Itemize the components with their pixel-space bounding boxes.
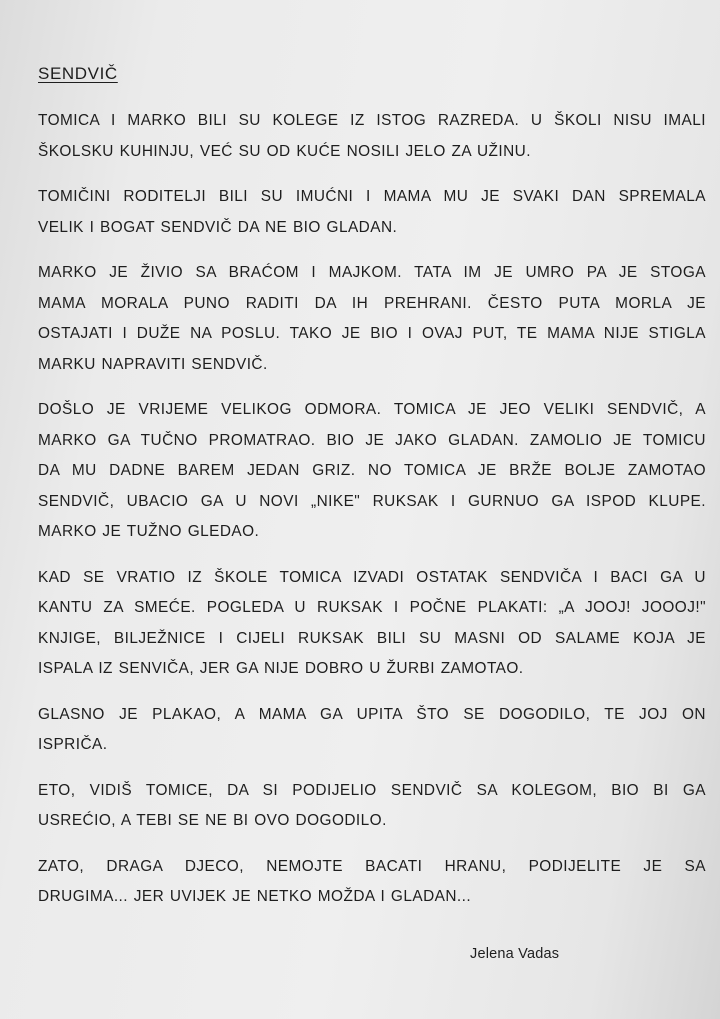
paragraph-line: GLASNO JE PLAKAO, A MAMA GA UPITA ŠTO SE DOGODILO, TE JOJ ON bbox=[38, 705, 706, 723]
paragraph bbox=[38, 182, 706, 243]
paragraph-line: MARKO GA TUČNO PROMATRAO. BIO JE JAKO GLADAN. ZAMOLIO JE TOMICU bbox=[38, 431, 706, 449]
paragraph-line: ZATO, DRAGA DJECO, NEMOJTE BACATI HRANU, PODIJELITE JE SA bbox=[38, 857, 706, 875]
paragraph-line: ŠKOLSKU KUHINJU, VEĆ SU OD KUĆE NOSILI JELO ZA UŽINU. bbox=[38, 142, 531, 160]
paragraph bbox=[38, 395, 706, 548]
paragraph-line: KNJIGE, BILJEŽNICE I CIJELI RUKSAK BILI SU MASNI OD SALAME KOJA JE bbox=[38, 629, 706, 647]
author-signature: Jelena Vadas bbox=[470, 946, 560, 962]
paragraph bbox=[38, 563, 706, 685]
paragraph bbox=[38, 106, 706, 167]
paragraph-line: TOMICA I MARKO BILI SU KOLEGE IZ ISTOG RAZREDA. U ŠKOLI NISU IMALI bbox=[38, 112, 706, 129]
paragraph-line: MAMA MORALA PUNO RADITI DA IH PREHRANI. ČESTO PUTA MORLA JE bbox=[38, 294, 706, 312]
document-title: SENDVIČ bbox=[38, 64, 118, 83]
paragraph-line: KANTU ZA SMEĆE. POGLEDA U RUKSAK I POČNE PLAKATI: „A JOOJ! JOOOJ!" bbox=[38, 599, 706, 616]
paragraph-line: ISPRIČA. bbox=[38, 736, 108, 753]
paragraph-line: MARKU NAPRAVITI SENDVIČ. bbox=[38, 355, 268, 373]
document-body bbox=[38, 106, 706, 913]
paragraph bbox=[38, 258, 706, 380]
paragraph bbox=[38, 700, 706, 761]
paragraph-line: MARKO JE ŽIVIO SA BRAĆOM I MAJKOM. TATA IM JE UMRO PA JE STOGA bbox=[38, 264, 706, 281]
paragraph-line: KAD SE VRATIO IZ ŠKOLE TOMICA IZVADI OSTATAK SENDVIČA I BACI GA U bbox=[38, 568, 706, 586]
paragraph-line: DRUGIMA... JER UVIJEK JE NETKO MOŽDA I GLADAN... bbox=[38, 888, 472, 905]
paragraph-line: VELIK I BOGAT SENDVIČ DA NE BIO GLADAN. bbox=[38, 218, 398, 236]
paragraph-line: OSTAJATI I DUŽE NA POSLU. TAKO JE BIO I OVAJ PUT, TE MAMA NIJE STIGLA bbox=[38, 325, 706, 342]
paragraph-line: ETO, VIDIŠ TOMICE, DA SI PODIJELIO SENDVIČ SA KOLEGOM, BIO BI GA bbox=[38, 781, 706, 799]
paragraph-line: TOMIČINI RODITELJI BILI SU IMUĆNI I MAMA MU JE SVAKI DAN SPREMALA bbox=[38, 188, 706, 205]
paragraph-line: DOŠLO JE VRIJEME VELIKOG ODMORA. TOMICA JE JEO VELIKI SENDVIČ, A bbox=[38, 401, 706, 418]
paragraph-line: SENDVIČ, UBACIO GA U NOVI „NIKE" RUKSAK I GURNUO GA ISPOD KLUPE. bbox=[38, 492, 706, 510]
paragraph-line: DA MU DADNE BAREM JEDAN GRIZ. NO TOMICA JE BRŽE BOLJE ZAMOTAO bbox=[38, 462, 706, 479]
paragraph bbox=[38, 852, 706, 913]
paragraph-line: MARKO JE TUŽNO GLEDAO. bbox=[38, 523, 260, 540]
paragraph bbox=[38, 776, 706, 837]
paragraph-line: ISPALA IZ SENVIČA, JER GA NIJE DOBRO U ŽURBI ZAMOTAO. bbox=[38, 660, 524, 677]
paragraph-line: USREĆIO, A TEBI SE NE BI OVO DOGODILO. bbox=[38, 812, 387, 829]
